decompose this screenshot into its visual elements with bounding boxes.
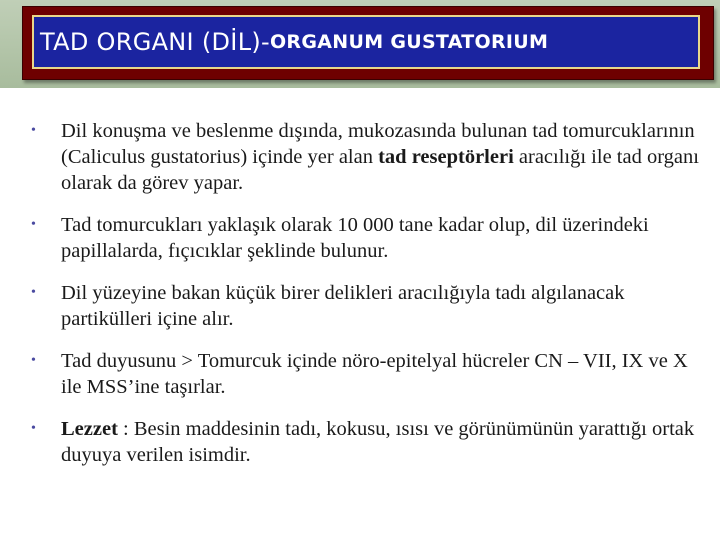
bullet-text: Tad tomurcukları yaklaşık olarak 10 000 tane kadar olup, dil üzerindeki papillalarda, fıçıcıklar şeklinde bulunur.: [61, 214, 649, 262]
bullet-text: aracılığı ile tad organı olarak da görev yapar.: [61, 146, 699, 194]
bullet-item: [28, 118, 708, 196]
bullet-bold-text: Lezzet: [61, 418, 118, 440]
slide-title-part1: TAD ORGANI (DİL)-: [40, 28, 270, 56]
bullet-text: Dil yüzeyine bakan küçük birer delikleri aracılığıyla tadı algılanacak partikülleri içine alır.: [61, 282, 625, 330]
slide-content: [0, 88, 720, 540]
bullet-text: : Besin maddesinin tadı, kokusu, ısısı ve görünümünün yarattığı ortak duyuya verilen isimdir.: [61, 418, 695, 466]
bullet-dot-icon: •: [31, 123, 36, 138]
bullet-dot-icon: •: [31, 421, 36, 436]
bullet-item: [28, 212, 708, 264]
bullet-item: [28, 280, 708, 332]
bullet-item: [28, 348, 708, 400]
bullet-text: Dil konuşma ve beslenme dışında, mukozasında bulunan tad tomurcuklarının (Caliculus gustatorius) içinde yer alan: [61, 120, 695, 168]
slide-title-part2: ORGANUM GUSTATORIUM: [269, 31, 549, 53]
bullet-dot-icon: •: [31, 217, 36, 232]
bullet-dot-icon: •: [31, 285, 36, 300]
bullet-list: [28, 118, 708, 484]
bullet-bold-text: tad reseptörleri: [378, 146, 514, 168]
bullet-item: [28, 416, 708, 468]
bullet-text: Tad duyusunu > Tomurcuk içinde nöro-epitelyal hücreler CN – VII, IX ve X ile MSS’ine taşırlar.: [61, 350, 688, 398]
bullet-dot-icon: •: [31, 353, 36, 368]
slide-title: [32, 15, 700, 69]
slide-title-frame: [22, 6, 714, 80]
